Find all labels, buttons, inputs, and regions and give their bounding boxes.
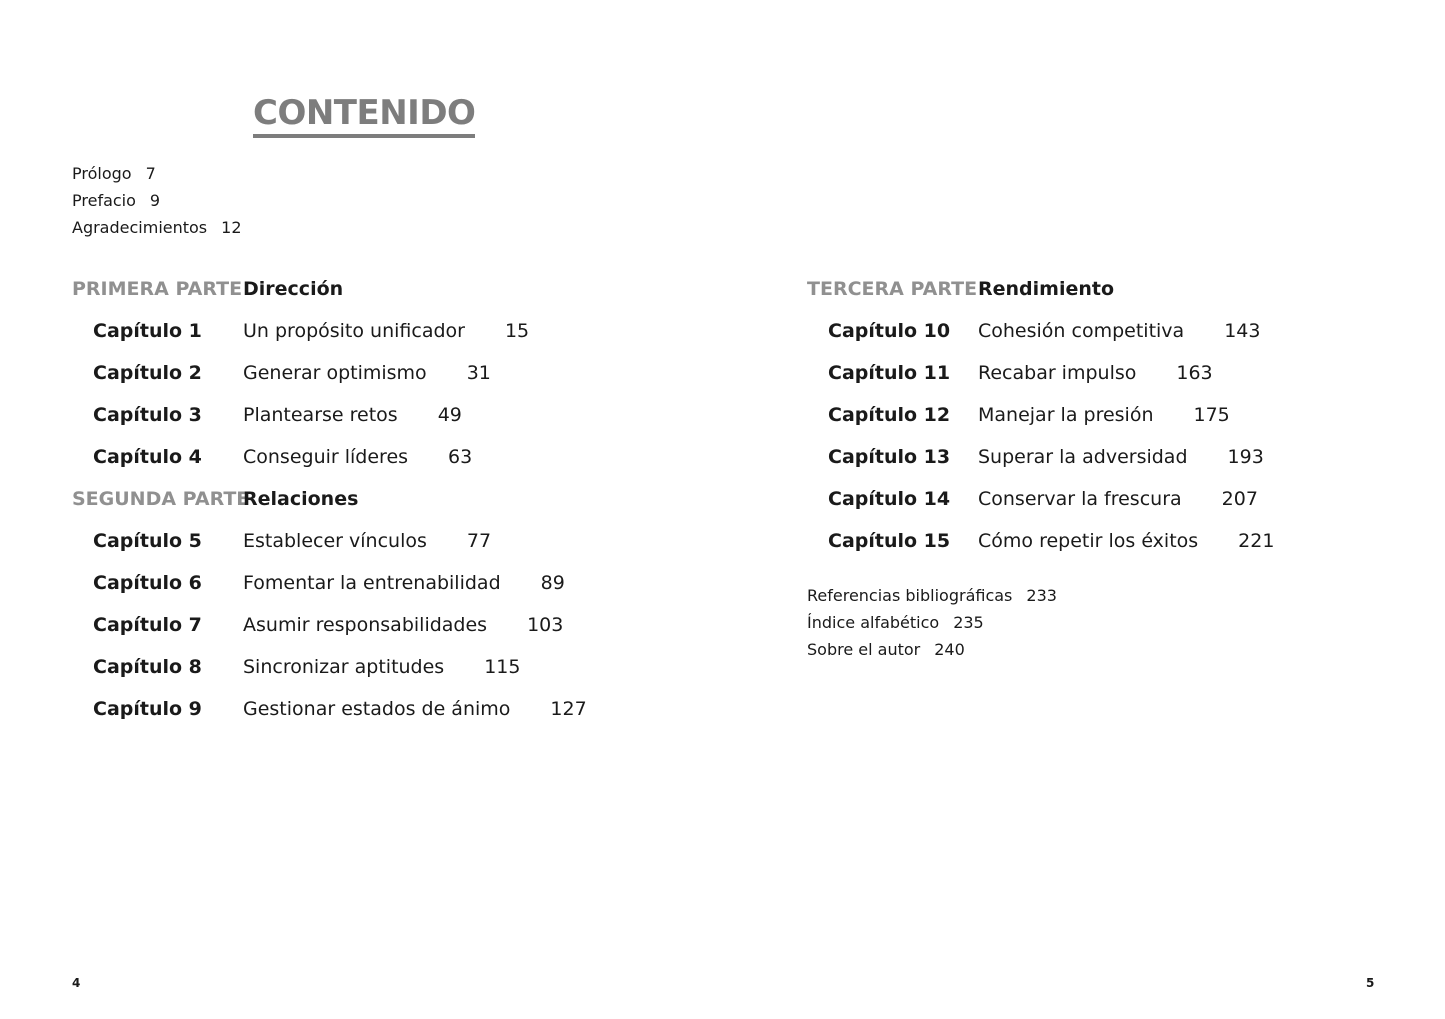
front-matter-item[interactable] [72,214,242,241]
chapter-title: Fomentar la entrenabilidad [243,572,501,594]
chapter-label: Capítulo 8 [93,656,202,678]
chapter-row[interactable] [72,310,772,352]
part-title: Rendimiento [978,278,1115,300]
chapter-title: Generar optimismo [243,362,427,384]
chapter-title: Conservar la frescura [978,488,1182,510]
item-label: Prefacio [72,191,136,210]
chapter-page: 221 [1238,530,1275,552]
back-matter-item[interactable] [807,609,1057,636]
toc-left-column [72,268,772,730]
chapter-row[interactable] [807,352,1407,394]
item-label: Referencias bibliográficas [807,586,1013,605]
part-heading-2[interactable] [72,478,772,520]
item-page: 7 [145,164,156,183]
item-label: Índice alfabético [807,613,940,632]
chapter-page: 115 [484,656,521,678]
chapter-title: Plantearse retos [243,404,398,426]
chapter-label: Capítulo 5 [93,530,202,552]
chapter-label: Capítulo 10 [828,320,951,342]
chapter-label: Capítulo 9 [93,698,202,720]
chapter-page: 193 [1227,446,1264,468]
chapter-row[interactable] [807,394,1407,436]
part-heading-1[interactable] [72,268,772,310]
chapter-label: Capítulo 3 [93,404,202,426]
item-page: 240 [934,640,965,659]
chapter-page: 163 [1176,362,1213,384]
chapter-page: 127 [550,698,587,720]
chapter-row[interactable] [807,436,1407,478]
chapter-page: 103 [527,614,564,636]
back-matter-item[interactable] [807,582,1057,609]
chapter-label: Capítulo 2 [93,362,202,384]
chapter-label: Capítulo 14 [828,488,951,510]
chapter-label: Capítulo 12 [828,404,951,426]
chapter-label: Capítulo 11 [828,362,951,384]
chapter-title: Conseguir líderes [243,446,409,468]
toc-right-column [807,268,1407,562]
chapter-label: Capítulo 4 [93,446,202,468]
chapter-row[interactable] [807,310,1407,352]
chapter-title: Establecer vínculos [243,530,427,552]
front-matter-list [72,160,242,241]
chapter-row[interactable] [72,352,772,394]
chapter-label: Capítulo 6 [93,572,202,594]
page-number-right: 5 [1366,976,1375,990]
front-matter-item[interactable] [72,160,242,187]
back-matter-item[interactable] [807,636,1057,663]
item-label: Agradecimientos [72,218,208,237]
chapter-title: Superar la adversidad [978,446,1188,468]
part-title: Dirección [243,278,344,300]
item-label: Prólogo [72,164,132,183]
chapter-page: 143 [1224,320,1261,342]
chapter-page: 49 [437,404,462,426]
chapter-label: Capítulo 1 [93,320,202,342]
front-matter-item[interactable] [72,187,242,214]
chapter-title: Recabar impulso [978,362,1137,384]
part-label: SEGUNDA PARTE [72,488,250,510]
chapter-row[interactable] [72,646,772,688]
part-heading-3[interactable] [807,268,1407,310]
chapter-row[interactable] [807,520,1407,562]
item-page: 233 [1026,586,1057,605]
part-label: PRIMERA PARTE [72,278,243,300]
chapter-row[interactable] [72,394,772,436]
chapter-title: Asumir responsabilidades [243,614,488,636]
item-label: Sobre el autor [807,640,921,659]
chapter-page: 175 [1193,404,1230,426]
chapter-title: Sincronizar aptitudes [243,656,445,678]
chapter-label: Capítulo 7 [93,614,202,636]
chapter-label: Capítulo 15 [828,530,951,552]
item-page: 235 [953,613,984,632]
chapter-row[interactable] [807,478,1407,520]
chapter-page: 63 [448,446,473,468]
chapter-title: Un propósito unificador [243,320,465,342]
chapter-page: 15 [504,320,530,342]
chapter-page: 77 [466,530,492,552]
chapter-title: Gestionar estados de ánimo [243,698,511,720]
item-page: 9 [149,191,161,210]
chapter-title: Manejar la presión [978,404,1154,426]
chapter-label: Capítulo 13 [828,446,951,468]
chapter-row[interactable] [72,436,772,478]
part-title: Relaciones [243,488,359,510]
part-label: TERCERA PARTE [807,278,978,300]
back-matter-list [807,582,1057,663]
page-number-left: 4 [72,976,81,990]
chapter-page: 207 [1221,488,1258,510]
chapter-row[interactable] [72,604,772,646]
page-title: CONTENIDO [253,92,475,138]
chapter-page: 89 [540,572,565,594]
chapter-row[interactable] [72,688,772,730]
chapter-title: Cómo repetir los éxitos [978,530,1199,552]
chapter-page: 31 [466,362,491,384]
item-page: 12 [221,218,242,237]
chapter-row[interactable] [72,520,772,562]
chapter-row[interactable] [72,562,772,604]
chapter-title: Cohesión competitiva [978,320,1185,342]
